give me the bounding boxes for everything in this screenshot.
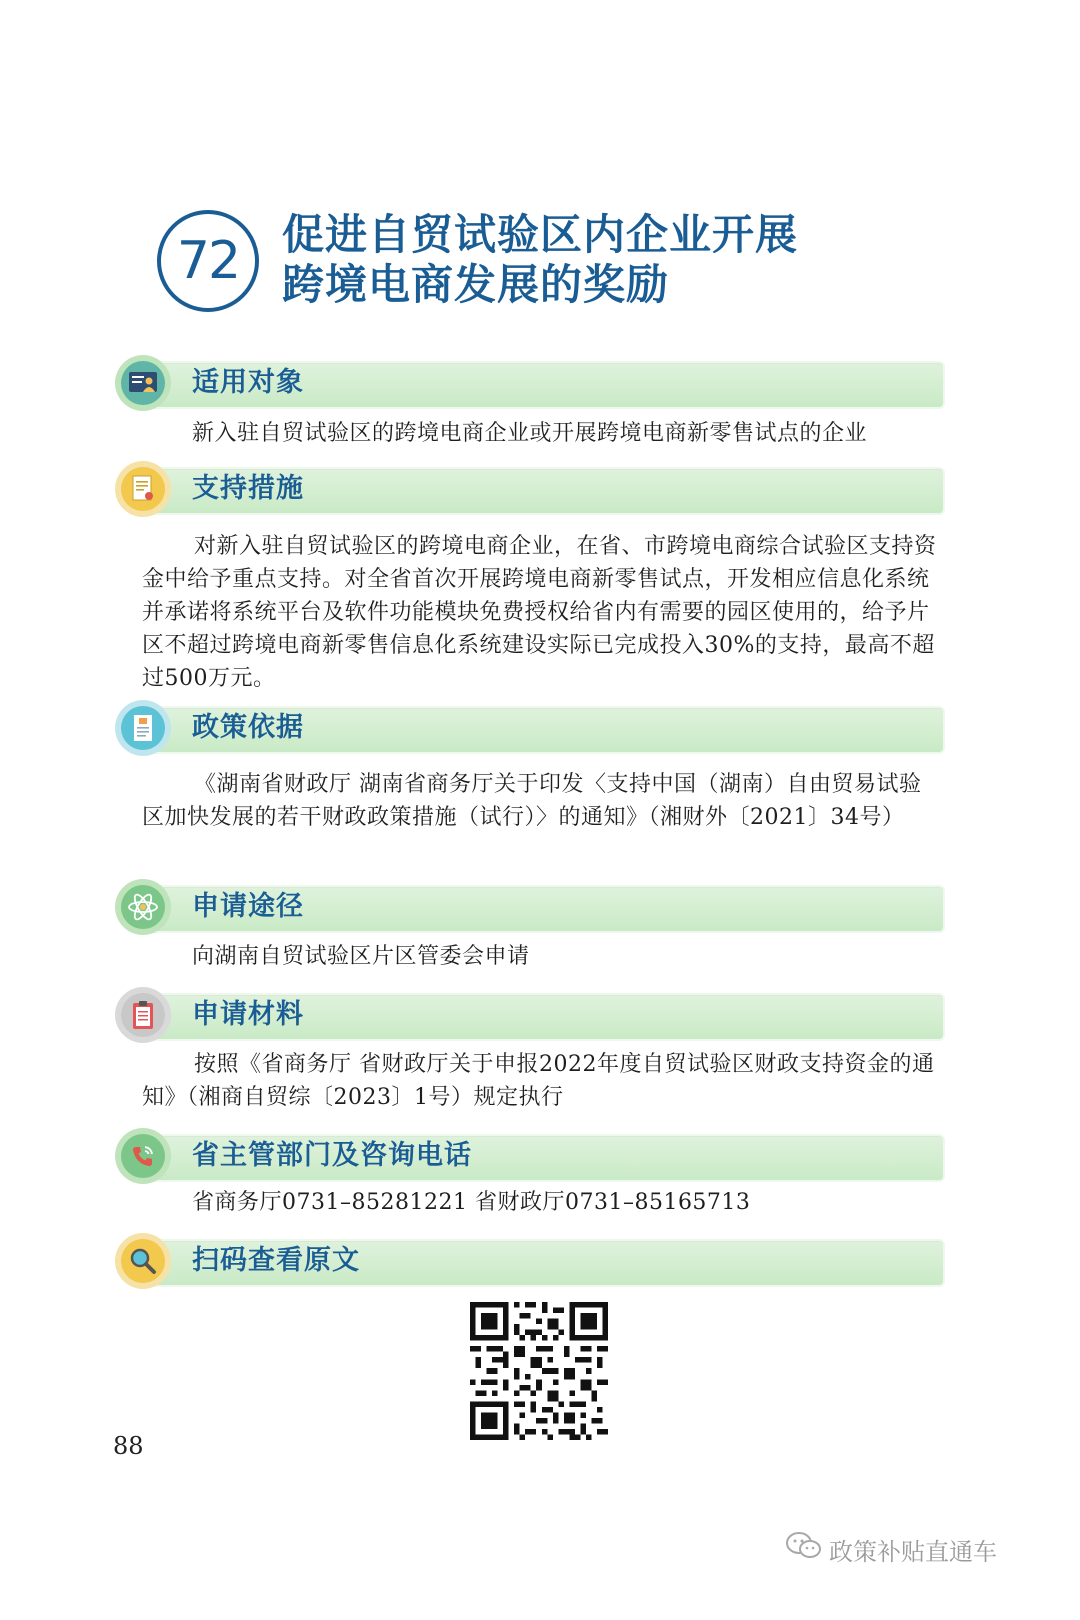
phone-icon	[121, 1134, 165, 1178]
section-badge	[115, 355, 171, 411]
section-badge	[115, 1128, 171, 1184]
atom-icon	[121, 885, 165, 929]
title-block	[157, 210, 957, 320]
page-number: 88	[113, 1432, 144, 1460]
policy-document-icon	[121, 706, 165, 750]
section-badge	[115, 700, 171, 756]
item-number-badge: 72	[157, 210, 259, 312]
page-title	[282, 210, 962, 310]
magnifier-icon	[121, 1239, 165, 1283]
title-line-2: 跨境电商发展的奖励	[282, 260, 670, 309]
basis-text: 《湖南省财政厅 湖南省商务厅关于印发〈支持中国（湖南）自由贸易试验区加快发展的若干财政政策措施（试行）〉的通知》（湘财外〔2021〕34号）	[142, 772, 922, 830]
measures-text: 对新入驻自贸试验区的跨境电商企业，在省、市跨境电商综合试验区支持资金中给予重点支持。对全省首次开展跨境电商新零售试点，开发相应信息化系统并承诺将系统平台及软件功能模块免费授权给省内有需要的园区使用的，给予片区不超过跨境电商新零售信息化系统建设实际已完成投入30%的支持，最高不超过500万元。	[142, 534, 937, 691]
section-badge	[115, 1233, 171, 1289]
document-certificate-icon	[121, 467, 165, 511]
channel-text: 向湖南自贸试验区片区管委会申请	[192, 944, 530, 969]
title-line-1: 促进自贸试验区内企业开展	[282, 210, 799, 259]
section-badge	[115, 461, 171, 517]
section-badge	[115, 987, 171, 1043]
qr-code[interactable]	[470, 1302, 608, 1440]
contact-text: 省商务厅0731–85281221 省财政厅0731–85165713	[192, 1190, 751, 1215]
section-badge	[115, 879, 171, 935]
section-header-contact	[115, 1128, 945, 1186]
section-label: 支持措施	[192, 473, 304, 504]
section-header-channel	[115, 879, 945, 937]
id-card-icon	[121, 361, 165, 405]
section-label: 申请途径	[192, 891, 304, 922]
section-label: 政策依据	[192, 712, 304, 743]
section-header-measures	[115, 461, 945, 519]
section-header-basis	[115, 700, 945, 758]
section-label: 申请材料	[192, 999, 304, 1030]
section-header-applicable	[115, 355, 945, 413]
section-label: 省主管部门及咨询电话	[192, 1140, 472, 1171]
section-header-scan	[115, 1233, 945, 1291]
clipboard-icon	[121, 993, 165, 1037]
section-label: 适用对象	[192, 367, 304, 398]
section-header-materials	[115, 987, 945, 1045]
materials-text: 按照《省商务厅 省财政厅关于申报2022年度自贸试验区财政支持资金的通知》（湘商自贸综〔2023〕1号）规定执行	[142, 1052, 935, 1110]
section-label: 扫码查看原文	[192, 1245, 360, 1276]
watermark	[785, 1532, 997, 1566]
wechat-icon	[785, 1531, 823, 1567]
watermark-text: 政策补贴直通车	[829, 1537, 997, 1566]
applicable-text: 新入驻自贸试验区的跨境电商企业或开展跨境电商新零售试点的企业	[192, 421, 868, 446]
